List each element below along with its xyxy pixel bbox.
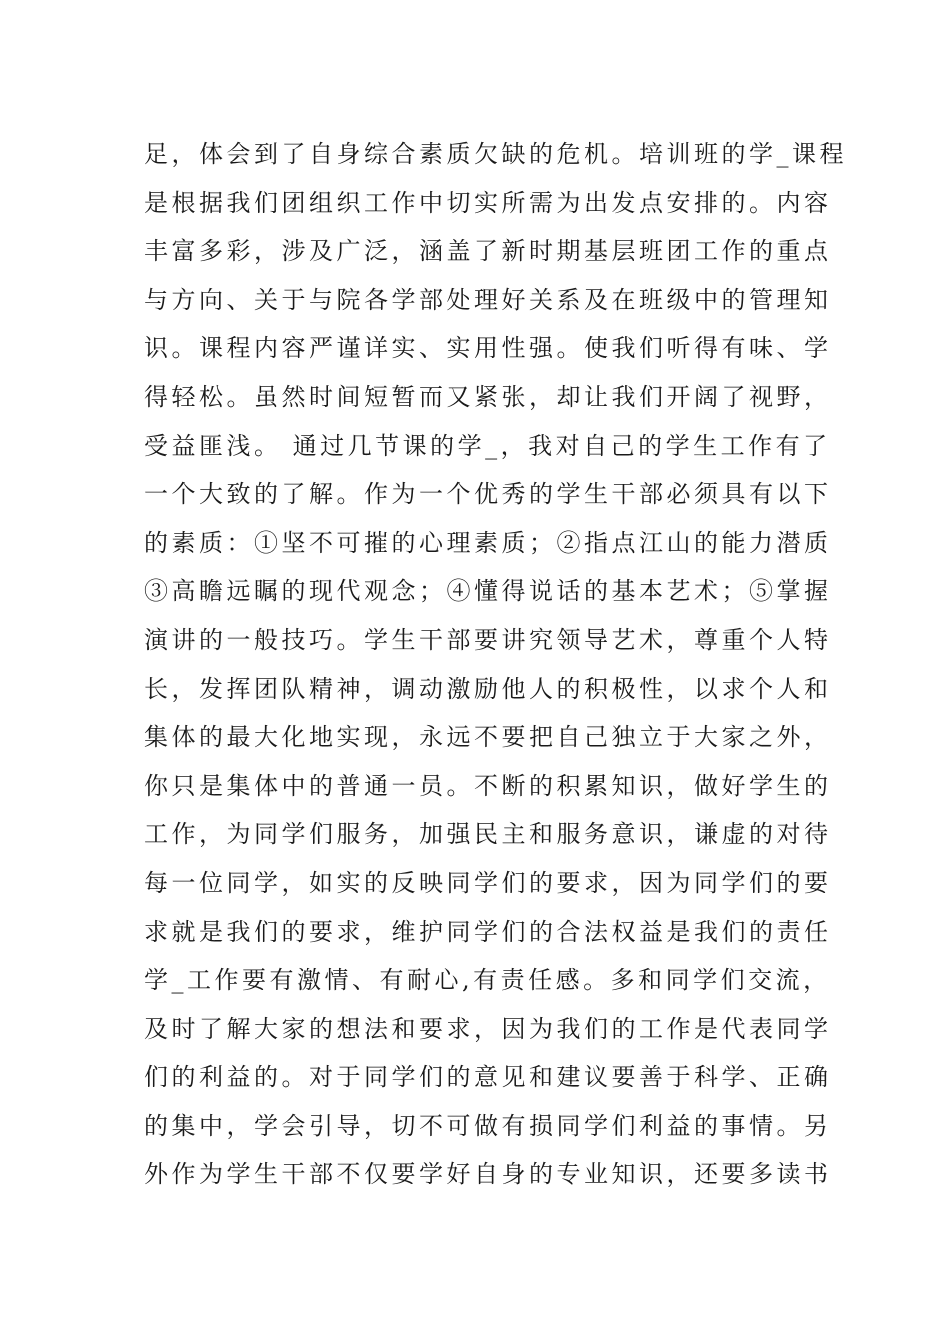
text-line: 一个大致的了解。作为一个优秀的学生干部必须具有以下 [144, 480, 832, 509]
text-line: 集体的最大化地实现，永远不要把自己独立于大家之外， [144, 723, 832, 752]
text-line: 工作，为同学们服务，加强民主和服务意识，谦虚的对待 [144, 820, 832, 849]
text-line: 的集中，学会引导，切不可做有损同学们利益的事情。另 [144, 1111, 832, 1140]
text-line: 足，体会到了自身综合素质欠缺的危机。培训班的学_课程 [144, 140, 847, 168]
body-text [144, 130, 847, 1199]
text-line: 每一位同学，如实的反映同学们的要求，因为同学们的要 [144, 868, 832, 897]
text-line: 你只是集体中的普通一员。不断的积累知识，做好学生的 [144, 771, 832, 800]
text-line: 得轻松。虽然时间短暂而又紧张，却让我们开阔了视野， [144, 382, 832, 411]
text-line: 及时了解大家的想法和要求，因为我们的工作是代表同学 [144, 1014, 832, 1043]
text-line: 们的利益的。对于同学们的意见和建议要善于科学、正确 [144, 1063, 832, 1092]
text-line: 学_工作要有激情、有耐心,有责任感。多和同学们交流， [144, 966, 831, 995]
text-line: 长，发挥团队精神，调动激励他人的积极性，以求个人和 [144, 674, 832, 703]
text-line: ③高瞻远瞩的现代观念；④懂得说话的基本艺术；⑤掌握 [144, 577, 832, 606]
text-line: 受益匪浅。 通过几节课的学_，我对自己的学生工作有了 [144, 431, 831, 460]
text-line: 与方向、关于与院各学部处理好关系及在班级中的管理知 [144, 285, 832, 314]
text-line: 丰富多彩，涉及广泛，涵盖了新时期基层班团工作的重点 [144, 237, 832, 266]
text-line: 的素质：①坚不可摧的心理素质；②指点江山的能力潜质 [144, 528, 832, 557]
text-line: 外作为学生干部不仅要学好自身的专业知识，还要多读书 [144, 1160, 832, 1189]
text-line: 是根据我们团组织工作中切实所需为出发点安排的。内容 [144, 188, 832, 217]
text-line: 演讲的一般技巧。学生干部要讲究领导艺术，尊重个人特 [144, 625, 832, 654]
text-line: 识。课程内容严谨详实、实用性强。使我们听得有味、学 [144, 334, 832, 363]
text-line: 求就是我们的要求，维护同学们的合法权益是我们的责任 [144, 917, 832, 946]
